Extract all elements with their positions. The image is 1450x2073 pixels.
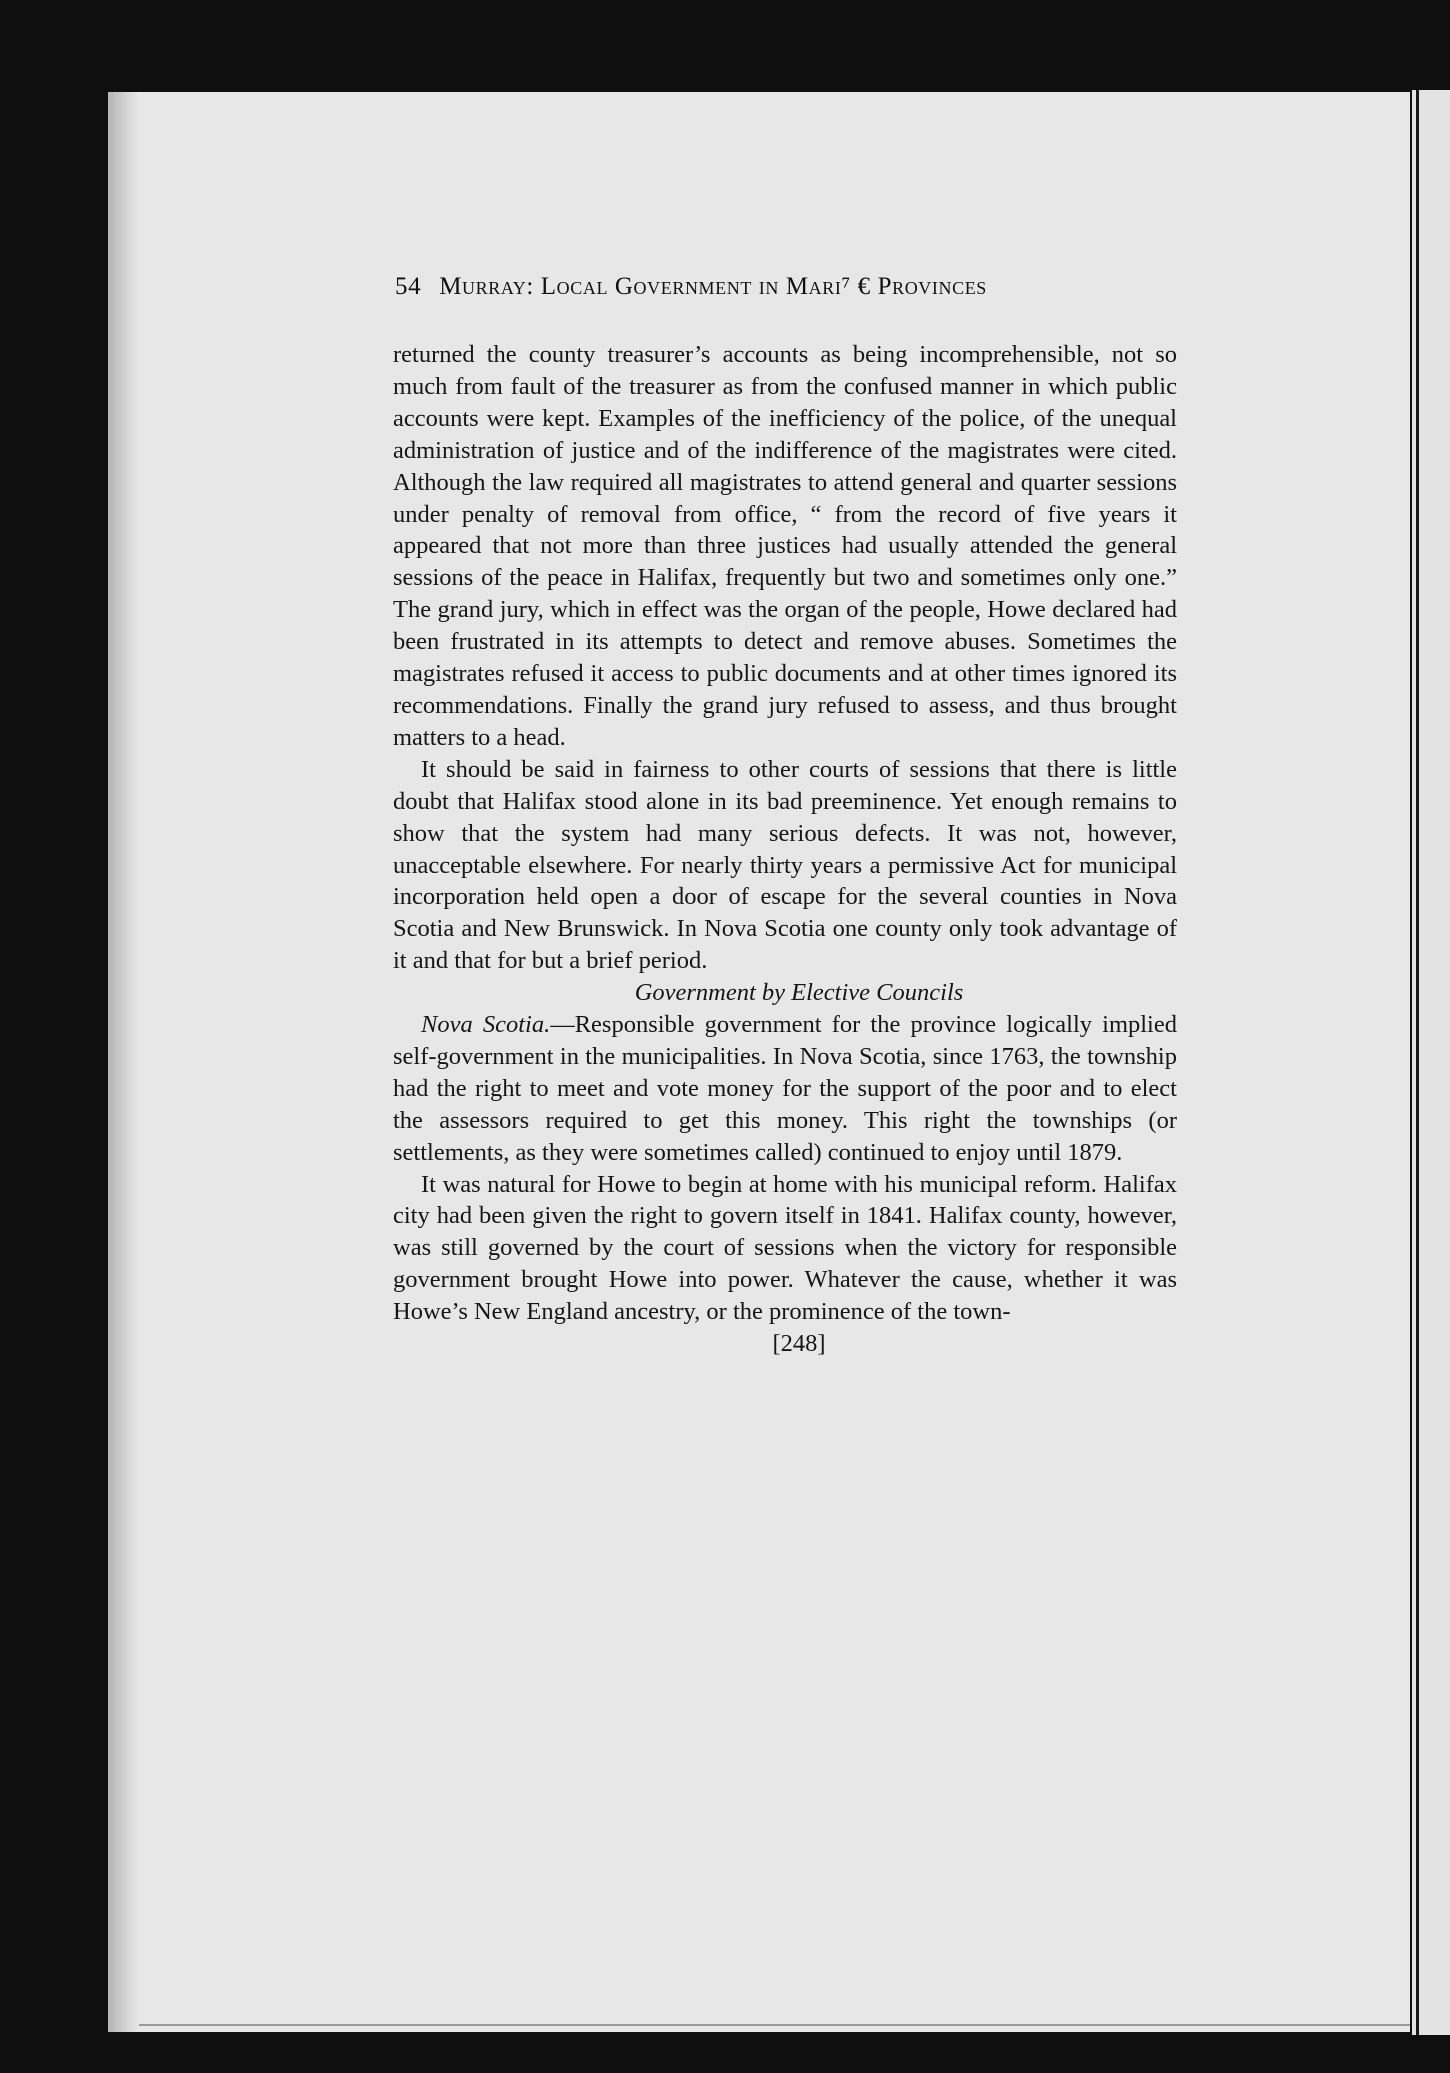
page-number: 54 <box>395 273 422 300</box>
running-head <box>395 273 1170 309</box>
paragraph-2: It should be said in fairness to other courts of sessions that there is little doubt that Halifax stood alone in its bad preeminence. Yet enough remains to show that the system had many serious defects. It was not, however, unacceptable elsewhere. For nearly thirty years a permissive Act for municipal incorporation held open a door of escape for the several counties in Nova Scotia and New Brunswick. In Nova Scotia one county only took advantage of it and that for but a brief period. <box>393 755 1177 975</box>
next-page-edge <box>1412 90 1450 2035</box>
paragraph-1: returned the county treasurer’s accounts as being incomprehensible, not so much from fault of the treasurer as from the confused manner in which public accounts were kept. Examples of the inefficiency of the police, of the unequal administration of justice and of the indifference of the magistrates were cited. Although the law required all magistrates to attend general and quarter sessions under penalty of removal from office, “ from the record of five years it appeared that not more than three justices had usually attended the general sessions of the peace in Halifax, frequently but two and sometimes only one.” The grand jury, which in effect was the organ of the people, Howe declared had been frustrated in its attempts to detect and remove abuses. Sometimes the magistrates refused it access to public documents and at other times ignored its recommendations. Finally the grand jury refused to assess, and thus brought matters to a head. <box>393 341 1177 751</box>
running-title: Murray: Local Government in Mari⁷ € Provinces <box>439 273 987 300</box>
page-bottom-edge <box>139 2024 1410 2026</box>
paragraph-4: It was natural for Howe to begin at home with his municipal reform. Halifax city had been given the right to govern itself in 1841. Halifax county, however, was still governed by the court of sessions when the victory for responsible government brought Howe into power. Whatever the cause, whether it was Howe’s New England ancestry, or the prominence of the town- <box>393 1170 1177 1326</box>
page-gutter <box>113 92 139 2032</box>
folio: [248] <box>772 1330 826 1358</box>
paragraph-3 <box>393 1009 1177 1169</box>
body-text <box>393 339 1177 1360</box>
paragraph-3-lead: Nova Scotia. <box>421 1011 551 1039</box>
paragraph-3-text: —Responsible government for the province logically implied self-government in the municipalities. In Nova Scotia, since 1763, the township had the right to meet and vote money for the support of the poor and to elect the assessors required to get this money. This right the townships (or settlements, as they were sometimes called) continued to enjoy until 1879. <box>393 1011 1177 1166</box>
section-heading: Government by Elective Councils <box>634 979 964 1007</box>
